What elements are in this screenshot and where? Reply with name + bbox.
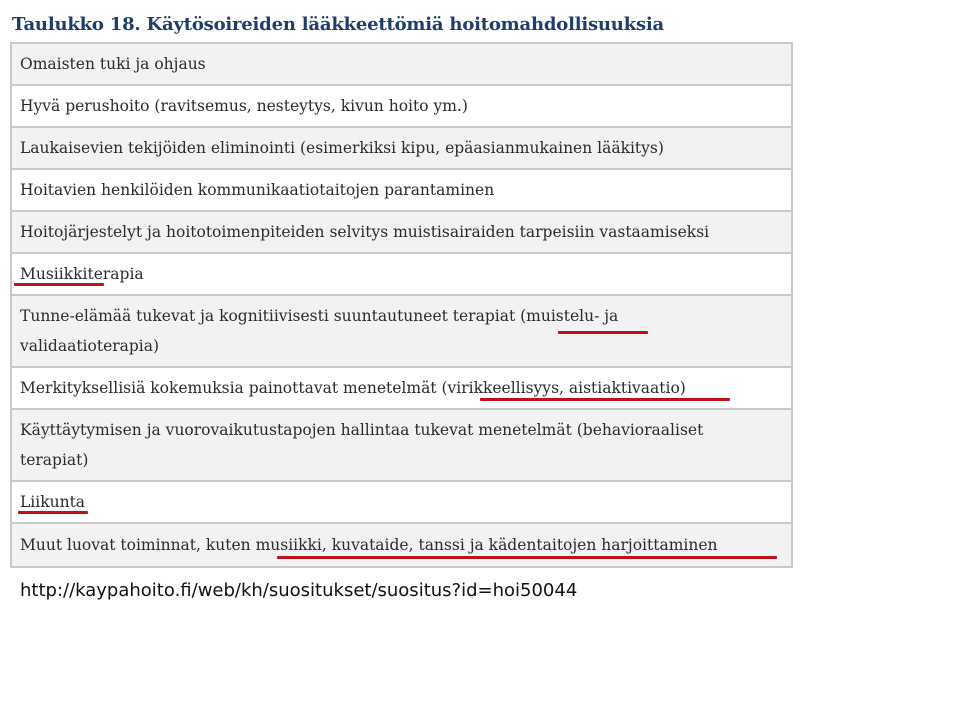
table-row [12, 296, 791, 368]
table-title: Taulukko 18. Käytösoireiden lääkkeettömiä hoitomahdollisuuksia [12, 14, 665, 35]
row-text: Omaisten tuki ja ohjaus [20, 55, 206, 73]
row-text: Hoitojärjestelyt ja hoitotoimenpiteiden selvitys muistisairaiden tarpeisiin vastaamiseksi [20, 223, 710, 241]
row-text: Laukaisevien tekijöiden eliminointi (esimerkiksi kipu, epäasianmukainen lääkitys) [20, 139, 664, 157]
highlight-underline [558, 331, 648, 334]
treatment-table [10, 42, 793, 568]
table-row [12, 524, 791, 566]
table-row [12, 170, 791, 212]
table-row [12, 86, 791, 128]
row-text: Tunne-elämää tukevat ja kognitiivisesti suuntautuneet terapiat (muistelu- ja validaatioterapia) [20, 307, 619, 355]
row-text: Hyvä perushoito (ravitsemus, nesteytys, kivun hoito ym.) [20, 97, 468, 115]
table-row [12, 410, 791, 482]
highlight-underline [480, 398, 730, 401]
table-row [12, 212, 791, 254]
highlight-underline [18, 511, 88, 514]
highlight-underline [277, 556, 777, 559]
row-text: Muut luovat toiminnat, kuten musiikki, kuvataide, tanssi ja kädentaitojen harjoittaminen [20, 536, 718, 554]
table-row [12, 254, 791, 296]
row-text: Musiikkiterapia [20, 265, 144, 283]
table-row [12, 482, 791, 524]
table-row [12, 368, 791, 410]
highlight-underline [14, 283, 104, 286]
row-text: Hoitavien henkilöiden kommunikaatiotaitojen parantaminen [20, 181, 495, 199]
row-text: Merkityksellisiä kokemuksia painottavat menetelmät (virikkeellisyys, aistiaktivaatio) [20, 379, 686, 397]
table-row [12, 128, 791, 170]
row-text: Liikunta [20, 493, 86, 511]
row-text: Käyttäytymisen ja vuorovaikutustapojen hallintaa tukevat menetelmät (behavioraaliset terapiat) [20, 421, 704, 469]
source-url: http://kaypahoito.fi/web/kh/suositukset/suositus?id=hoi50044 [20, 580, 578, 601]
table-row [12, 44, 791, 86]
